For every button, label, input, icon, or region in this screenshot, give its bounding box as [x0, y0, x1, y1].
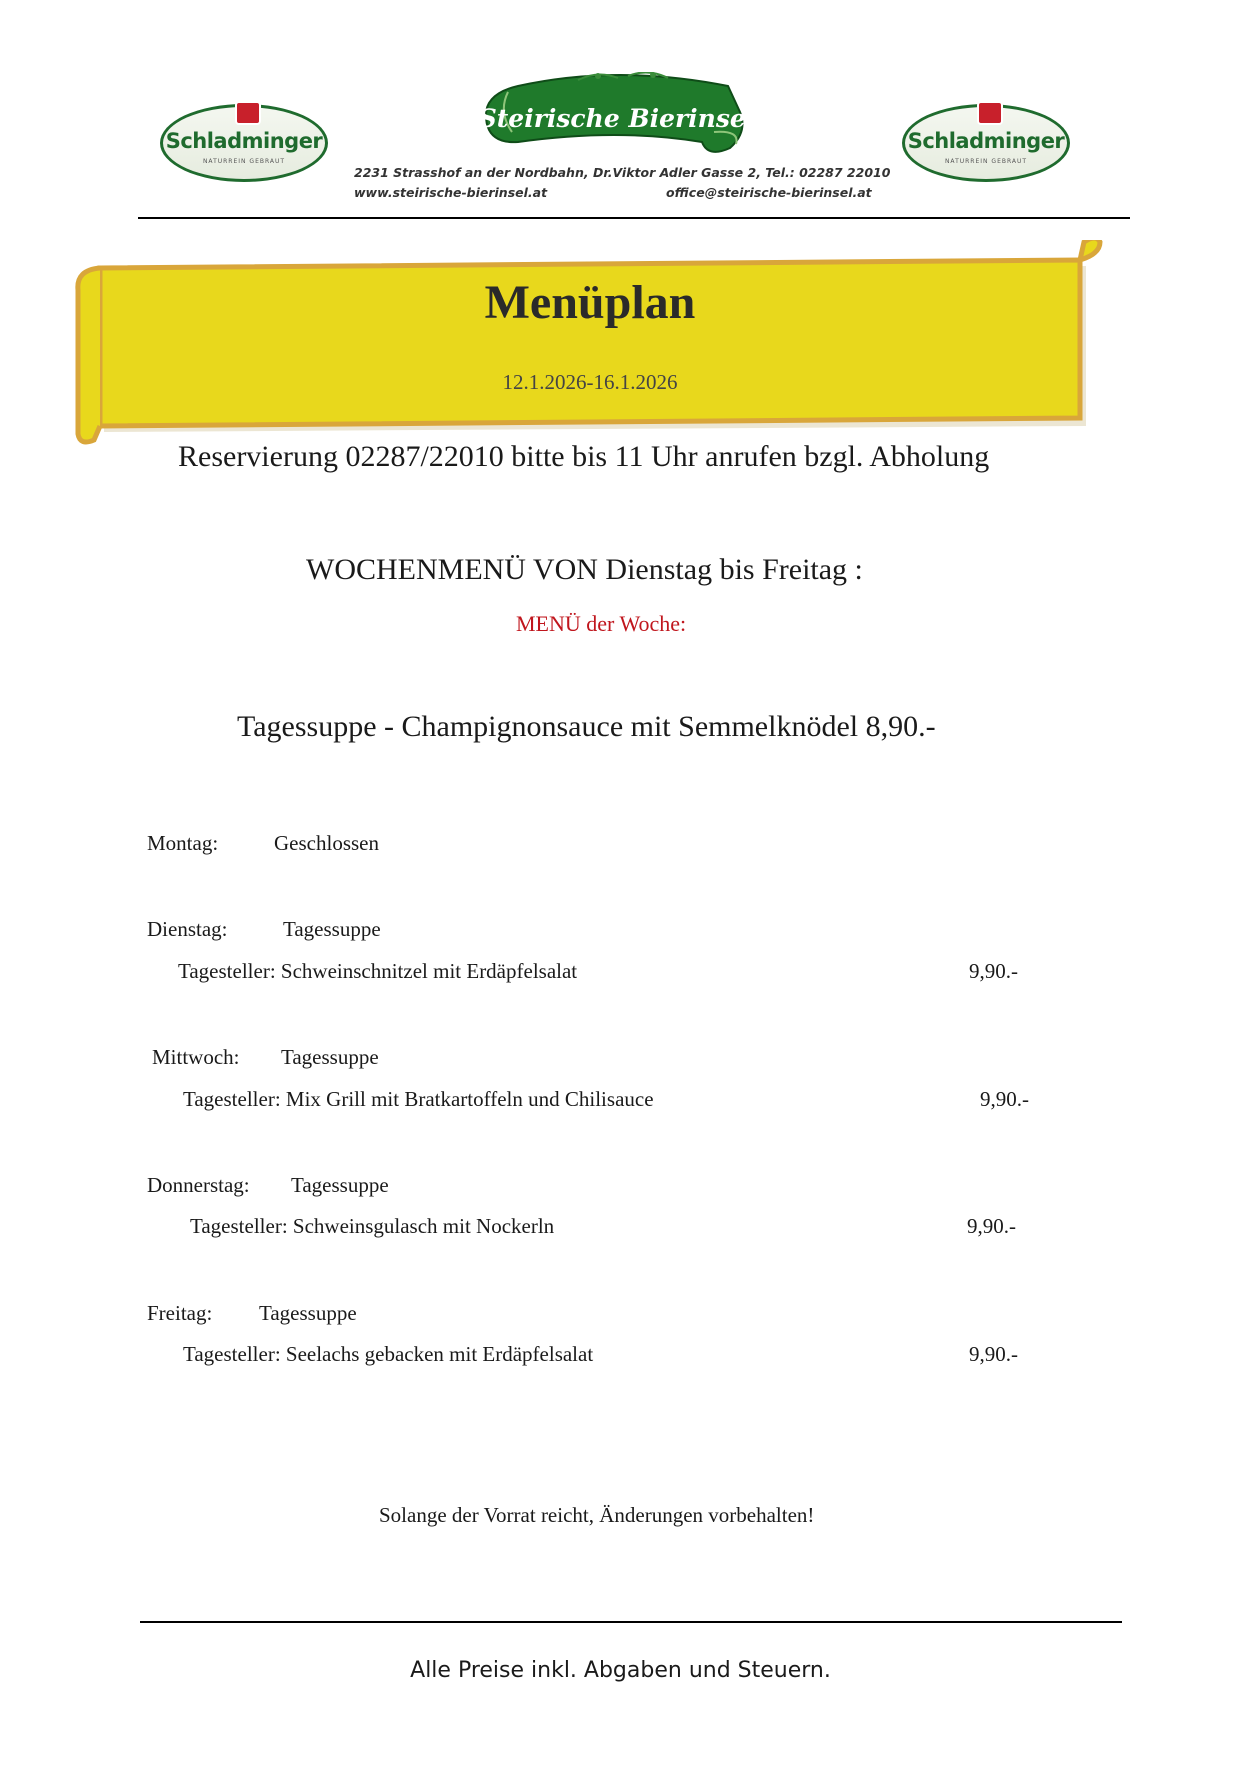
weekly-menu-item: Tagessuppe - Champignonsauce mit Semmelknödel 8,90.- — [237, 710, 936, 743]
weekly-menu-heading: WOCHENMENÜ VON Dienstag bis Freitag : — [306, 553, 863, 586]
day-price-freitag: 9,90.- — [969, 1342, 1018, 1366]
logo-brand-text: Schladminger — [907, 129, 1065, 153]
disclaimer: Solange der Vorrat reicht, Änderungen vorbehalten! — [379, 1503, 815, 1527]
scroll-banner — [70, 240, 1106, 446]
address-line: 2231 Strasshof an der Nordbahn, Dr.Viktor Adler Gasse 2, Tel.: 02287 22010 — [354, 165, 891, 180]
brewery-seal-icon — [235, 101, 261, 125]
day-price-dienstag: 9,90.- — [969, 959, 1018, 983]
steirische-bierinsel-logo — [478, 72, 756, 156]
schladminger-logo-left — [160, 104, 328, 182]
day-price-donnerstag: 9,90.- — [967, 1214, 1016, 1238]
day-label-mittwoch: Mittwoch: — [152, 1045, 240, 1069]
logo-brand-text: Schladminger — [165, 129, 323, 153]
logo-tagline: NATURREIN GEBRAUT — [944, 158, 1028, 165]
day-label-montag: Montag: — [147, 831, 219, 855]
day-plate-mittwoch: Tagesteller: Mix Grill mit Bratkartoffeln und Chilisauce — [183, 1087, 654, 1111]
header-divider — [138, 217, 1130, 219]
day-label-dienstag: Dienstag: — [147, 917, 228, 941]
brewery-seal-icon — [977, 101, 1003, 125]
bierinsel-logo-text: Steirische Bierinsel — [478, 104, 756, 133]
email-link[interactable]: office@steirische-bierinsel.at — [666, 185, 872, 200]
footer-note: Alle Preise inkl. Abgaben und Steuern. — [410, 1658, 831, 1683]
page-title: Menüplan — [484, 276, 696, 329]
schladminger-logo-right — [902, 104, 1070, 182]
day-label-donnerstag: Donnerstag: — [147, 1173, 250, 1197]
website-link[interactable]: www.steirische-bierinsel.at — [354, 185, 548, 200]
day-plate-donnerstag: Tagesteller: Schweinsgulasch mit Nockerln — [190, 1214, 555, 1238]
day-soup-freitag: Tagessuppe — [259, 1301, 357, 1325]
reservation-notice: Reservierung 02287/22010 bitte bis 11 Uhr anrufen bzgl. Abholung — [178, 440, 990, 473]
day-plate-dienstag: Tagesteller: Schweinschnitzel mit Erdäpfelsalat — [178, 959, 578, 983]
day-plate-freitag: Tagesteller: Seelachs gebacken mit Erdäpfelsalat — [183, 1342, 594, 1366]
day-soup-donnerstag: Tagessuppe — [291, 1173, 389, 1197]
weekly-menu-subheading: MENÜ der Woche: — [516, 611, 687, 636]
date-range: 12.1.2026-16.1.2026 — [502, 370, 678, 394]
day-soup-dienstag: Tagessuppe — [283, 917, 381, 941]
day-soup-mittwoch: Tagessuppe — [281, 1045, 379, 1069]
footer-divider — [140, 1621, 1122, 1623]
logo-tagline: NATURREIN GEBRAUT — [202, 158, 286, 165]
day-soup-montag: Geschlossen — [274, 831, 379, 855]
day-label-freitag: Freitag: — [147, 1301, 213, 1325]
day-price-mittwoch: 9,90.- — [980, 1087, 1029, 1111]
